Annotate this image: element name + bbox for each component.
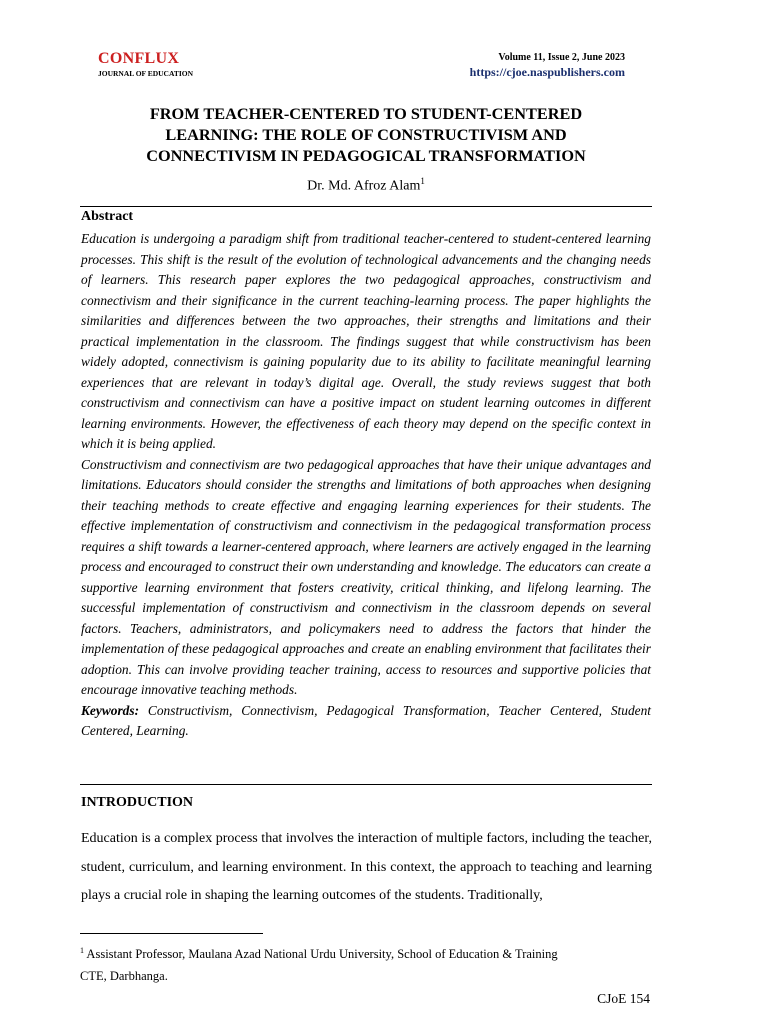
journal-url[interactable]: https://cjoe.naspublishers.com xyxy=(469,65,625,79)
abstract-body xyxy=(81,229,651,742)
abstract-bottom-rule xyxy=(80,784,652,785)
footnote-rule xyxy=(80,933,263,934)
author-name: Dr. Md. Afroz Alam xyxy=(307,178,421,194)
keywords-label: Keywords: xyxy=(81,702,140,718)
title-line: CONNECTIVISM IN PEDAGOGICAL TRANSFORMATION xyxy=(146,146,586,165)
footnote-line: CTE, Darbhanga. xyxy=(80,969,168,984)
footnote-number: 1 xyxy=(80,946,84,955)
footnote-line: Assistant Professor, Maulana Azad National Urdu University, School of Education & Training xyxy=(84,947,558,962)
keywords-text: Constructivism, Connectivism, Pedagogical Transformation, Teacher Centered, Student Centered, Learning. xyxy=(81,702,651,738)
issue-volume: Volume 11, Issue 2, June 2023 xyxy=(498,52,625,63)
paper-title xyxy=(80,103,652,166)
journal-logo xyxy=(98,50,228,78)
journal-name: CONFLUX xyxy=(98,50,180,67)
abstract-paragraph: Constructivism and connectivism are two pedagogical approaches that have their unique advantages and limitations. Educators should consider the strengths and limitations of both approaches when designing their teaching methods to create effective and engaging learning experiences for their students. The effective implementation of constructivism and connectivism in the pedagogical transformation process requires a shift towards a learner-centered approach, where learners are actively engaged in the learning process and encouraged to construct their own understanding and knowledge. The educators can create a supportive learning environment that fosters creativity, critical thinking, and lifelong learning. The successful implementation of constructivism and connectivism in the classroom depends on several factors. Teachers, administrators, and policymakers need to address the factors that hinder the implementation of these pedagogical approaches and create an enabling environment that facilitates their adoption. This can involve providing teacher training, access to resources and supportive policies that encourage innovative teaching methods. xyxy=(81,456,651,697)
introduction-text: Education is a complex process that involves the interaction of multiple factors, including the teacher, student, curriculum, and learning environment. In this context, the approach to teaching and learning plays a crucial role in shaping the learning outcomes of the students. Traditionally, xyxy=(81,831,652,903)
abstract-paragraph: Education is undergoing a paradigm shift from traditional teacher-centered to student-centered learning processes. This shift is the result of the evolution of technological advancements and the changing needs of learners. This research paper explores the two pedagogical approaches, constructivism and connectivism and their significance in the current teaching-learning process. The paper highlights the similarities and differences between the two approaches, their strengths and limitations and their practical implementation in the classroom. The findings suggest that while constructivism has been widely adopted, connectivism is gaining popularity due to its ability to facilitate meaningful learning experiences that are relevant in today’s digital age. Overall, the study reviews suggest that both constructivism and connectivism can have a positive impact on student learning outcomes in different learning environments. However, the effectiveness of each theory may depend on the specific context in which it is being applied. xyxy=(81,231,651,451)
page-number: CJoE 154 xyxy=(597,991,650,1006)
title-line: LEARNING: THE ROLE OF CONSTRUCTIVISM AND xyxy=(165,125,567,144)
abstract-heading: Abstract xyxy=(81,209,134,224)
footnote xyxy=(80,940,640,987)
keywords xyxy=(81,701,651,742)
abstract-top-rule xyxy=(80,206,652,207)
introduction-heading: INTRODUCTION xyxy=(81,795,194,810)
title-line: FROM TEACHER-CENTERED TO STUDENT-CENTERED xyxy=(149,104,583,123)
issue-info xyxy=(470,50,625,80)
journal-subtitle: JOURNAL OF EDUCATION xyxy=(98,69,194,78)
author-line xyxy=(80,172,652,196)
footnote-marker[interactable]: 1 xyxy=(420,176,425,186)
